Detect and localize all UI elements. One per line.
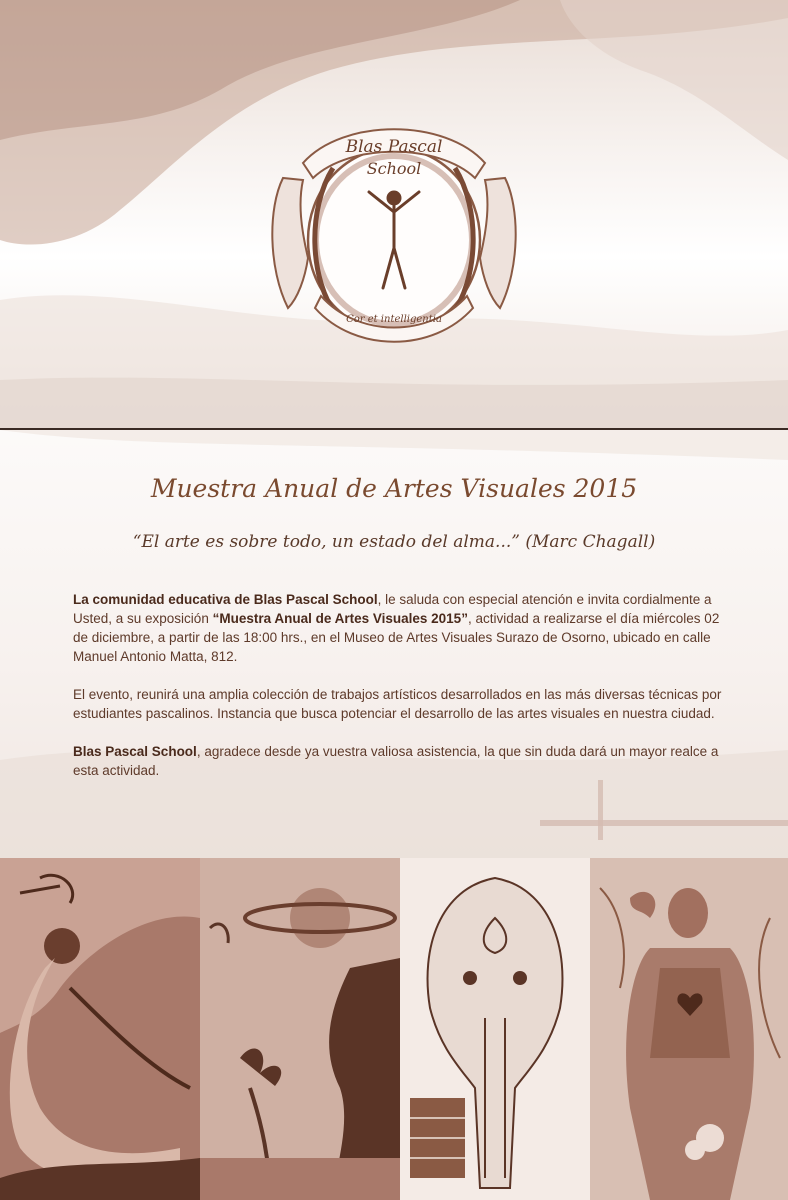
artwork-saturn-silhouette xyxy=(200,858,400,1200)
thanks-text: , agradece desde ya vuestra valiosa asistencia, la que sin duda dará un mayor realce a esta actividad. xyxy=(73,744,719,778)
paragraph-thanks xyxy=(73,742,723,780)
artwork-seated-woman xyxy=(0,858,200,1200)
artwork-elephant xyxy=(400,858,590,1200)
school-crest-logo xyxy=(263,108,525,354)
chagall-quote: “El arte es sobre todo, un estado del alma...” (Marc Chagall) xyxy=(132,532,656,552)
crest-motto: Cor et intelligentia xyxy=(346,314,442,325)
exhibition-name: “Muestra Anual de Artes Visuales 2015” xyxy=(212,611,468,626)
crest-name-line1: Blas Pascal xyxy=(345,137,443,157)
artwork-strip xyxy=(0,858,788,1200)
invitation-body xyxy=(73,590,723,799)
community-name: La comunidad educativa de Blas Pascal School xyxy=(73,592,378,607)
artwork-figure-heart xyxy=(590,858,788,1200)
invitation-text-2: , actividad a realizarse el día miércoles 02 de diciembre, a partir de las 18:00 hrs., en el Museo de Artes Visuales Surazo de Osorno, ubicado en calle Manuel Antonio Matta, 812. xyxy=(73,611,720,664)
school-name: Blas Pascal School xyxy=(73,744,197,759)
crest-name-line2: School xyxy=(366,159,422,178)
paragraph-invitation xyxy=(73,590,723,666)
header-band xyxy=(0,0,788,428)
paragraph-event: El evento, reunirá una amplia colección de trabajos artísticos desarrollados en las más diversas técnicas por estudiantes pascalinos. Instancia que busca potenciar el desarrollo de las artes visuales en nuestra ciudad. xyxy=(73,687,722,721)
invitation-text-1: , le saluda con especial atención e invita cordialmente a Usted, a su exposición xyxy=(73,592,712,626)
event-title: Muestra Anual de Artes Visuales 2015 xyxy=(150,474,638,503)
